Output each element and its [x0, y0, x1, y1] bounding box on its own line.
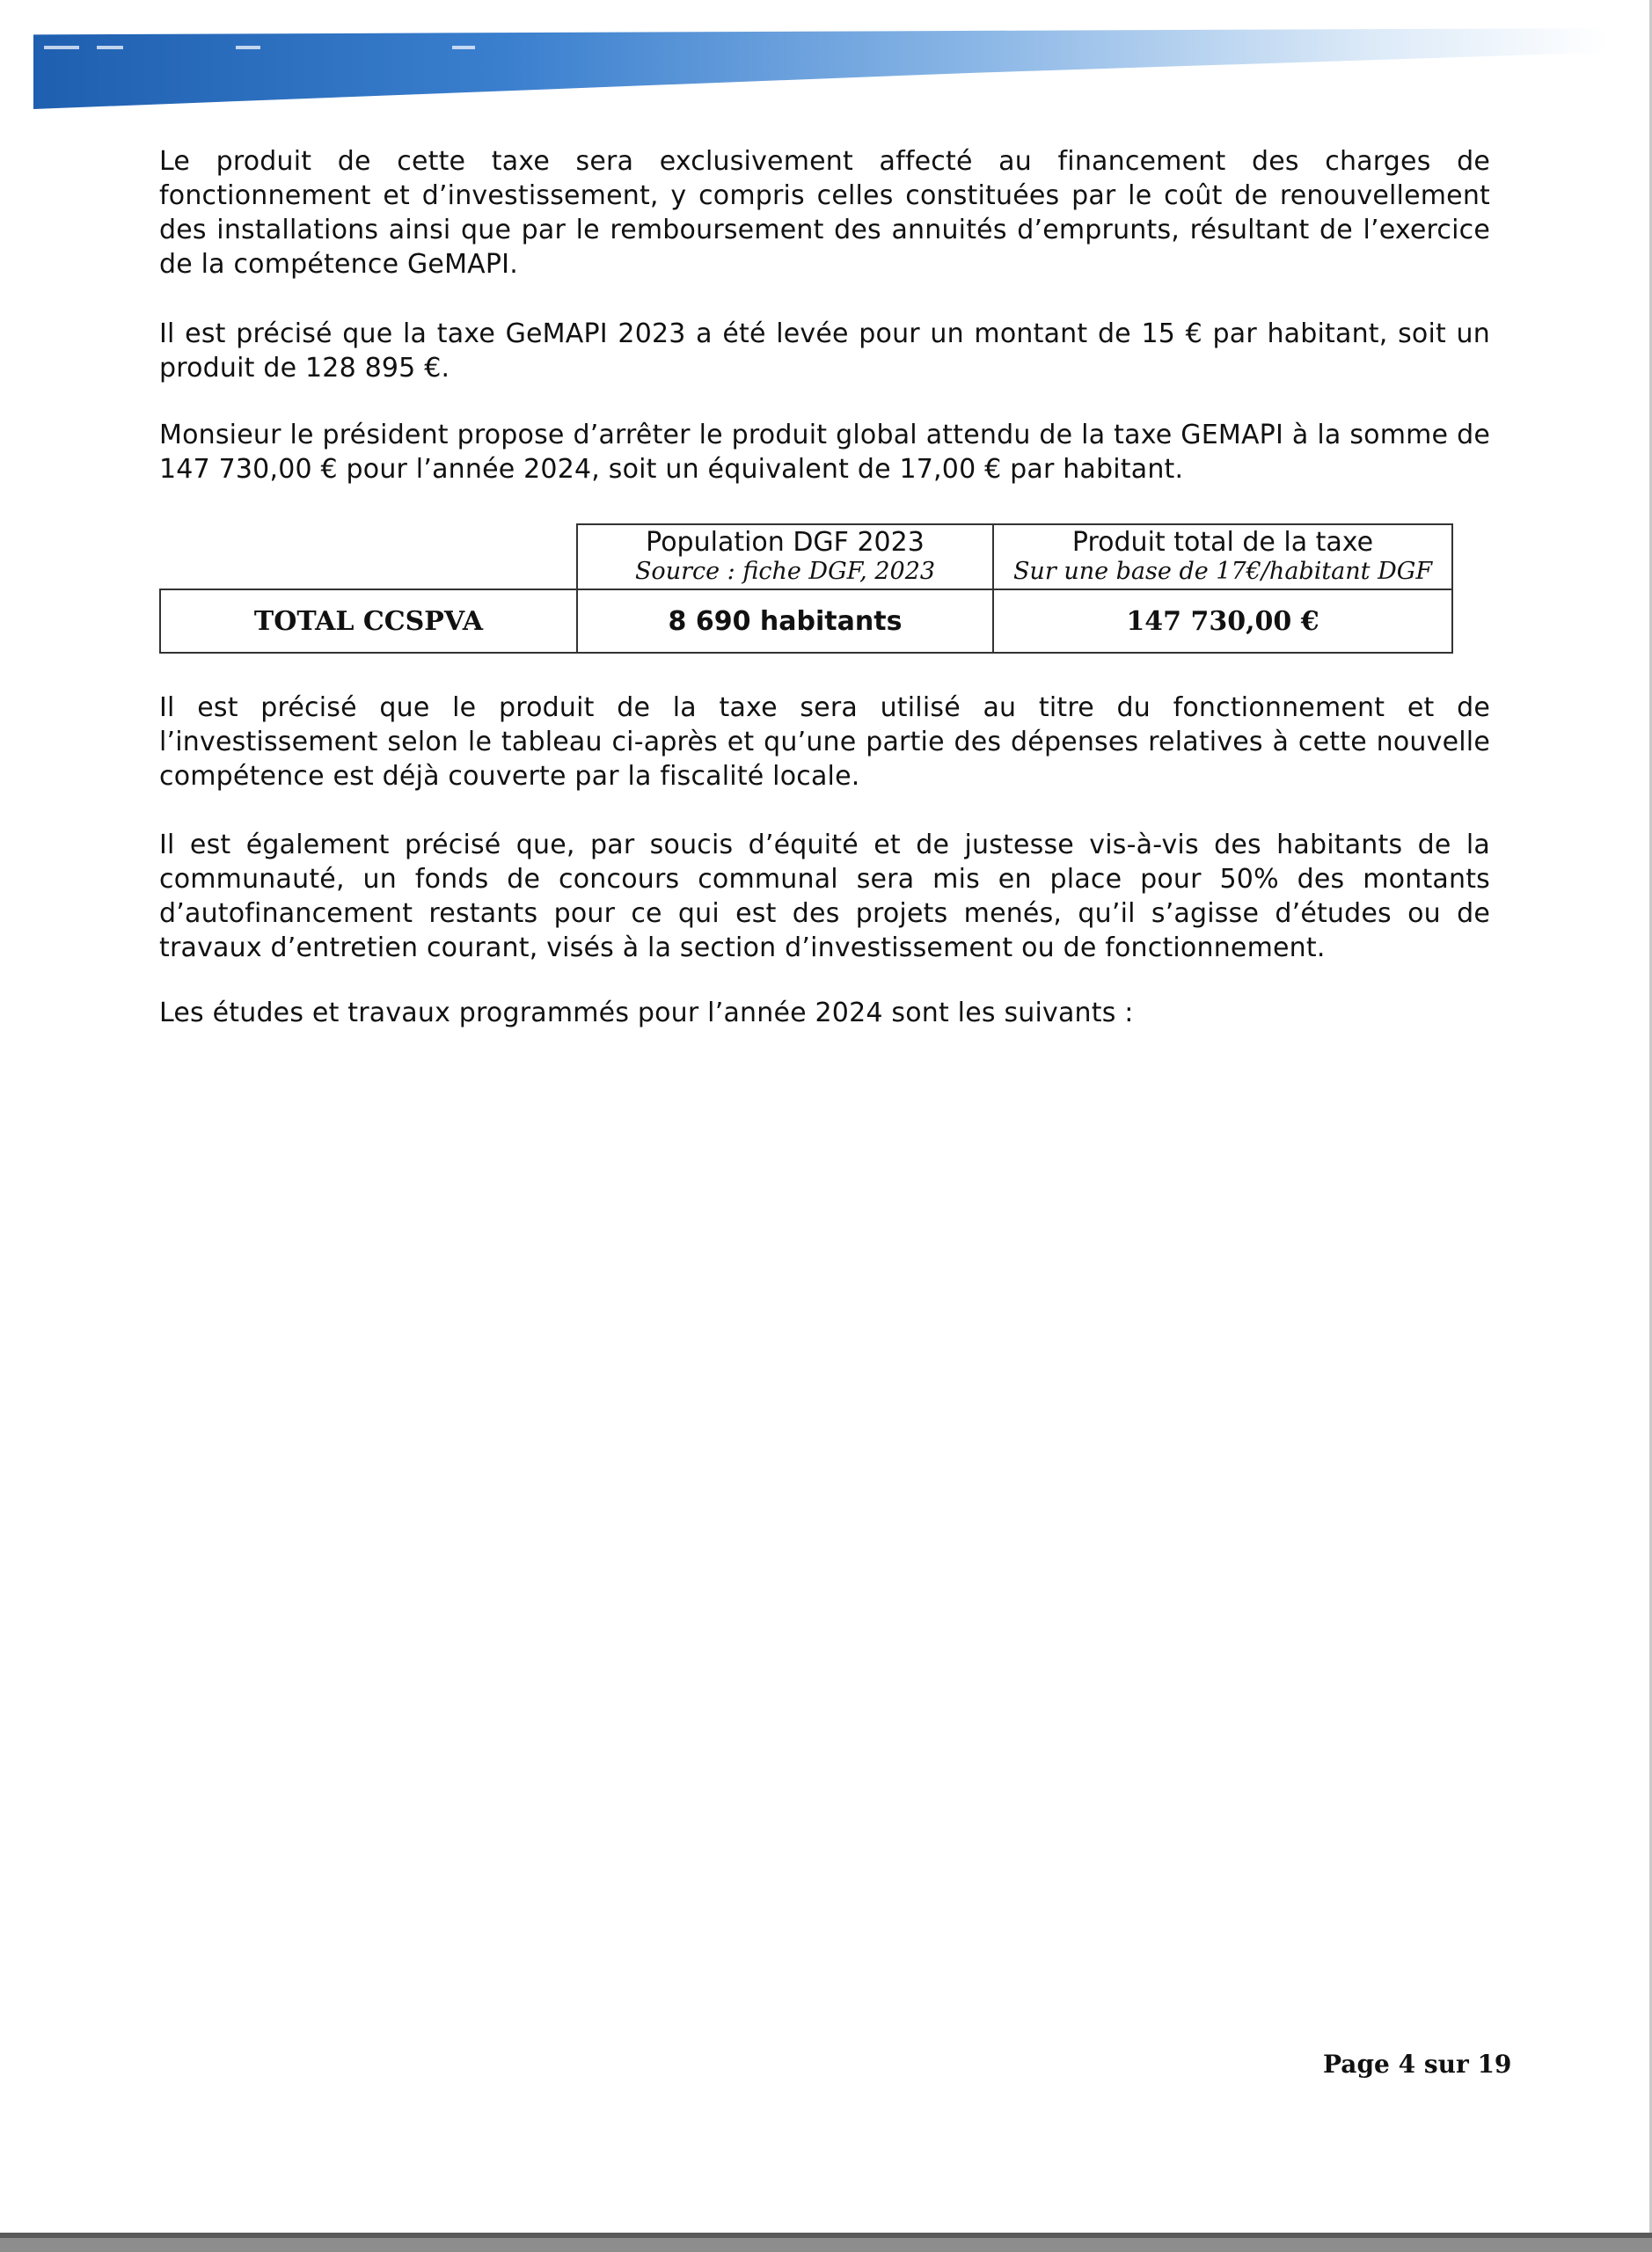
paragraph-fund: Il est également précisé que, par soucis d’équité et de justesse vis-à-vis des habitants de la communauté, un fonds de concours communal sera mis en place pour 50% des montants d’autofinancement restants pour ce qui est des projets menés, qu’il s’agisse d’études ou de travaux d’entretien courant, visés à la section d’investissement ou de fonctionnement. [159, 830, 1490, 963]
total-label-cell [160, 589, 577, 653]
total-product-cell [993, 589, 1452, 653]
total-product: 147 730,00 € [1126, 605, 1319, 637]
paragraph-tax-2023: Il est précisé que la taxe GeMAPI 2023 a été levée pour un montant de 15 € par habitant, soit un produit de 128 895 €. [159, 318, 1490, 384]
total-population-cell [577, 589, 993, 653]
table-corner-cell [160, 524, 577, 589]
header-product [993, 524, 1452, 589]
table-header-row [160, 524, 1452, 589]
paragraph-tax-allocation: Le produit de cette taxe sera exclusivement affecté au financement des charges de fonctionnement et d’investissement, y compris celles constituées par le coût de renouvellement des installations ainsi que par le remboursement des annuités d’emprunts, résultant de l’exercice de la compétence GeMAPI. [159, 146, 1490, 280]
header-product-title: Produit total de la taxe [1071, 527, 1374, 558]
header-population-source: Source : fiche DGF, 2023 [634, 558, 936, 585]
total-population: 8 690 habitants [668, 605, 903, 637]
table-row [160, 589, 1452, 653]
header-banner [33, 28, 1608, 109]
total-label: TOTAL CCSPVA [253, 605, 484, 637]
banner-dash [97, 46, 123, 49]
banner-dash [44, 46, 79, 49]
header-product-basis: Sur une base de 17€/habitant DGF [1012, 558, 1433, 585]
banner-dash [236, 46, 260, 49]
header-population [577, 524, 993, 589]
page-number: Page 4 sur 19 [1323, 2050, 1512, 2079]
header-population-title: Population DGF 2023 [646, 527, 925, 558]
scan-bottom-strip [0, 2233, 1652, 2252]
paragraph-programme-intro: Les études et travaux programmés pour l’année 2024 sont les suivants : [159, 998, 1134, 1028]
paragraph-usage: Il est précisé que le produit de la taxe sera utilisé au titre du fonctionnement et de l’investissement selon le tableau ci-après et qu’une partie des dépenses relatives à cette nouvelle compétence est déjà couverte par la fiscalité locale. [159, 692, 1490, 792]
banner-dash [452, 46, 475, 49]
tax-table [159, 523, 1453, 654]
paragraph-president-proposal: Monsieur le président propose d’arrêter le produit global attendu de la taxe GEMAPI à la somme de 147 730,00 € pour l’année 2024, soit un équivalent de 17,00 € par habitant. [159, 420, 1490, 485]
